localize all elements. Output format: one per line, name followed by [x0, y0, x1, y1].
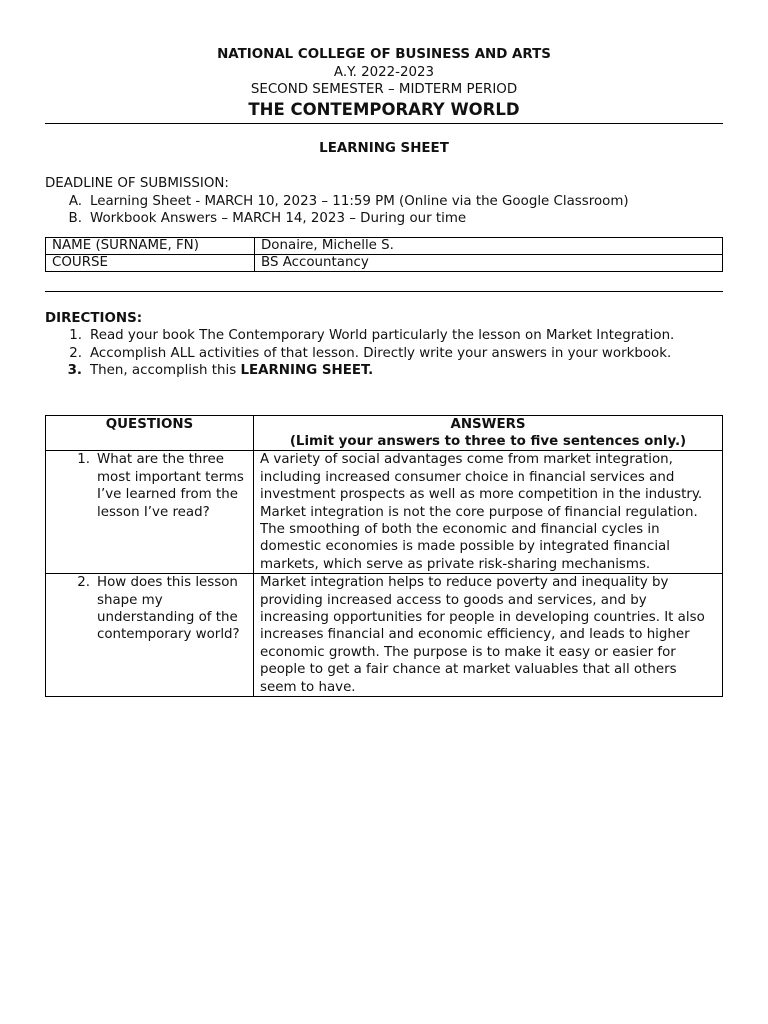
- direction-text-plain: Then, accomplish this: [90, 363, 241, 378]
- name-label: NAME (SURNAME, FN): [46, 237, 255, 254]
- deadline-item: [45, 210, 723, 228]
- table-row: [46, 237, 723, 254]
- course-title: THE CONTEMPORARY WORLD: [248, 99, 520, 119]
- document-page: [45, 0, 723, 697]
- question-text: What are the three most important terms I’ve learned from the lesson I’ve read?: [97, 452, 244, 520]
- question-number: 2.: [77, 575, 90, 591]
- table-header-row: [46, 415, 723, 451]
- college-name: NATIONAL COLLEGE OF BUSINESS AND ARTS: [217, 47, 551, 62]
- direction-text: [90, 362, 373, 380]
- course-value: BS Accountancy: [255, 254, 723, 271]
- question-number: 1.: [77, 452, 90, 468]
- deadline-item: [45, 193, 723, 211]
- direction-text: Read your book The Contemporary World particularly the lesson on Market Integration.: [90, 328, 675, 343]
- direction-item: [45, 327, 723, 345]
- question-cell: [46, 451, 254, 574]
- student-info-table: [45, 237, 723, 272]
- answers-column-header: [254, 415, 723, 451]
- list-marker: 3.: [67, 363, 82, 378]
- answers-header-label: ANSWERS: [450, 416, 526, 432]
- question-cell: [46, 574, 254, 697]
- section-divider: [45, 291, 723, 292]
- name-value: Donaire, Michelle S.: [255, 237, 723, 254]
- directions-list: [45, 327, 723, 380]
- deadline-list: [45, 193, 723, 228]
- list-marker: 2.: [69, 345, 82, 361]
- deadline-text: Learning Sheet - MARCH 10, 2023 – 11:59 PM (Online via the Google Classroom): [90, 193, 629, 209]
- semester-period: SECOND SEMESTER – MIDTERM PERIOD: [250, 82, 518, 97]
- deadline-text: Workbook Answers – MARCH 14, 2023 – During our time: [90, 211, 467, 226]
- question-text: How does this lesson shape my understanding of the contemporary world?: [97, 575, 240, 643]
- answer-cell: Market integration helps to reduce poverty and inequality by providing increased access to goods and services, and by increasing opportunities for people in developing countries. It also increases financial and economic efficiency, and leads to higher economic growth. The purpose is to make it easy or easier for people to get a fair chance at market valuables that all others seem to have.: [254, 574, 723, 697]
- table-row: [46, 254, 723, 271]
- deadline-section: [45, 175, 723, 228]
- academic-year: A.Y. 2022-2023: [333, 64, 435, 80]
- header-divider: [45, 123, 723, 124]
- sheet-title: LEARNING SHEET: [319, 140, 449, 156]
- directions-heading: DIRECTIONS:: [45, 310, 143, 326]
- direction-text-bold: LEARNING SHEET.: [240, 363, 374, 378]
- direction-item: [45, 362, 723, 380]
- course-label: COURSE: [46, 254, 255, 271]
- questions-answers-table: [45, 415, 723, 698]
- list-marker: 1.: [69, 328, 82, 343]
- questions-column-header: QUESTIONS: [46, 415, 254, 451]
- table-row: [46, 451, 723, 574]
- answer-cell: A variety of social advantages come from market integration, including increased consumer choice in financial services and investment prospects as well as more competition in the industry. Market integration is not the core purpose of financial regulation. The smoothing of both the economic and financial cycles in domestic economies is made possible by integrated financial markets, which serve as private risk-sharing mechanisms.: [254, 451, 723, 574]
- list-marker: A.: [68, 193, 82, 209]
- deadline-heading: DEADLINE OF SUBMISSION:: [45, 176, 229, 191]
- document-header: [45, 0, 723, 121]
- direction-text: Accomplish ALL activities of that lesson. Directly write your answers in your workbook.: [90, 345, 672, 361]
- table-row: [46, 574, 723, 697]
- list-marker: B.: [68, 211, 82, 226]
- direction-item: [45, 345, 723, 363]
- directions-section: [45, 310, 723, 380]
- answers-header-note: (Limit your answers to three to five sentences only.): [289, 433, 687, 449]
